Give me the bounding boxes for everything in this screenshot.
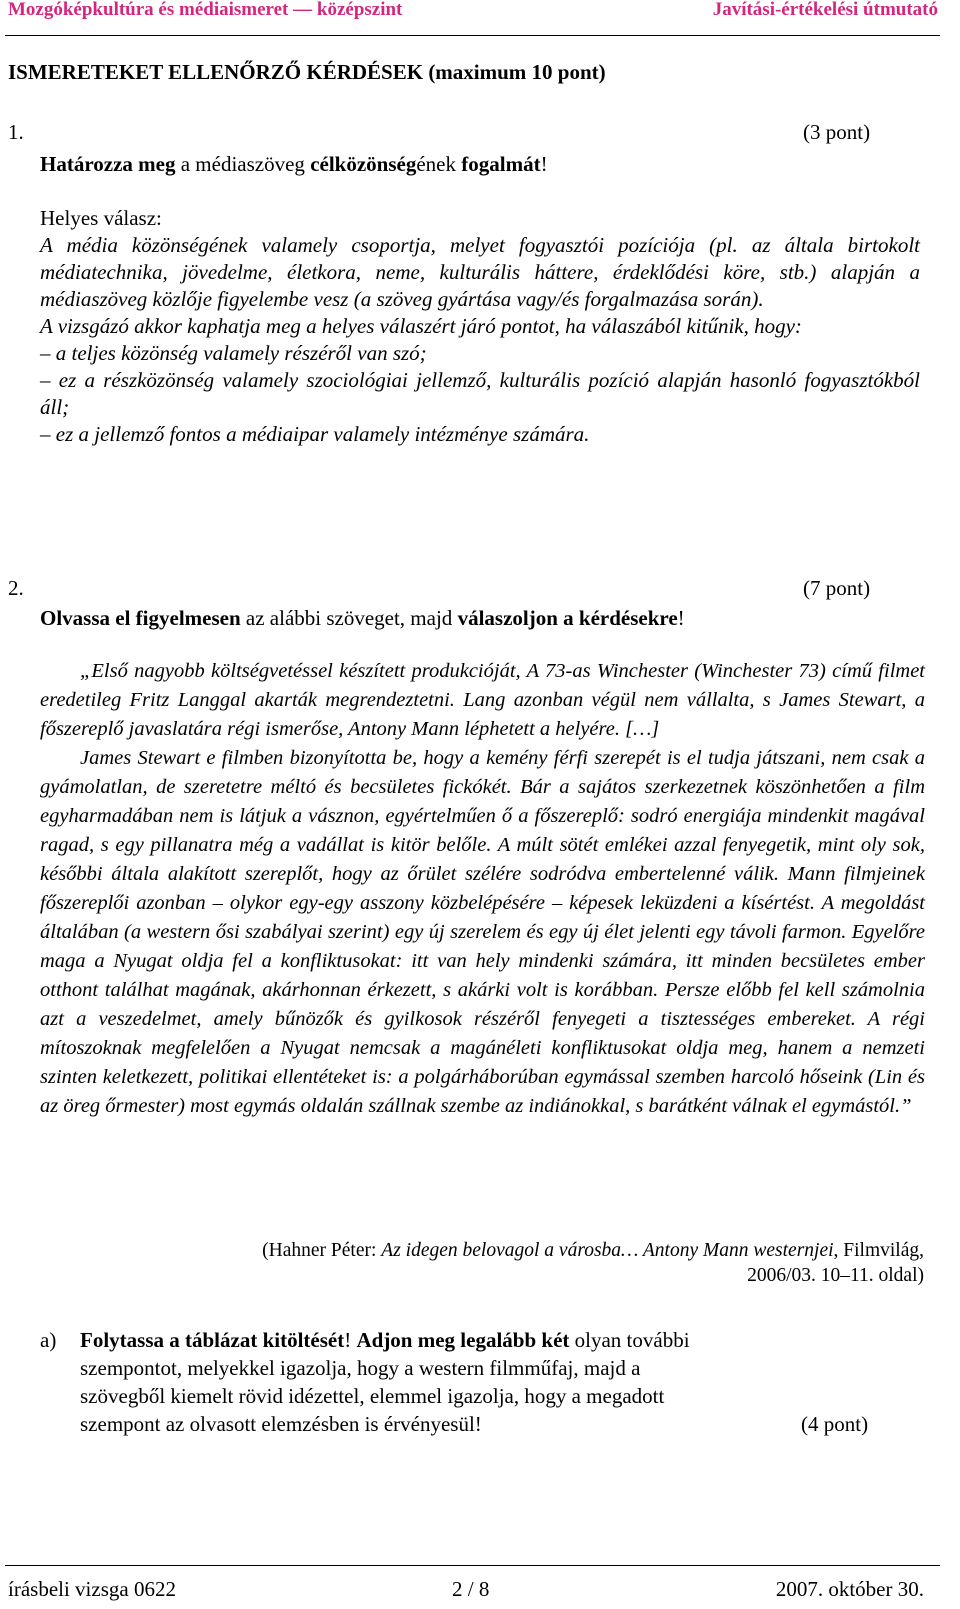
q1-task-text-3: ! [540, 152, 548, 176]
q2-points: (7 pont) [803, 576, 871, 600]
q2-source-line-1 [262, 1238, 924, 1263]
q1-answer-block [40, 205, 920, 448]
q1-criteria-intro: A vizsgázó akkor kaphatja meg a helyes válaszért járó pontot, ha válaszából kitűnik, hogy: [40, 314, 802, 338]
q1-task [40, 149, 548, 179]
q2-subtask-a-line-1 [80, 1326, 690, 1354]
q2-source [262, 1238, 924, 1288]
footer-page-number: 2 / 8 [452, 1577, 490, 1601]
q2-subtask-a-line-3: szövegből kiemelt rövid idézettel, elemmel igazolja, hogy a megadott [80, 1384, 665, 1408]
q2-task [40, 603, 685, 633]
q2-subtask-a-points: (4 pont) [801, 1412, 869, 1436]
q1-answer-text: A média közönségének valamely csoportja, melyet fogyasztói pozíciója (pl. az általa birtokolt médiatechnika, jövedelme, életkora, neme, kulturális háttere, érdeklődési köre, stb.) alapján a médiaszöveg közlője figyelembe vesz (a szöveg gyártása vagy/és forgalmazása során). [40, 233, 920, 311]
q1-criterion-1: – a teljes közönség valamely részéről van szó; [40, 341, 427, 365]
header-doc-type: Javítási-értékelési útmutató [712, 0, 938, 20]
header-rule [5, 35, 940, 36]
q1-task-bold-3: fogalmát [461, 152, 541, 176]
q2-subtask-a-line-4: szempont az olvasott elemzésben is érvényesül! [80, 1412, 482, 1436]
q2-source-line-2: 2006/03. 10–11. oldal) [747, 1265, 924, 1286]
q2-quote-paragraph-1: „Első nagyobb költségvetéssel készített produkcióját, A 73-as Winchester (Winchester 73) című filmet eredetileg Fritz Langgal akarták megrendeztetni. Lang azonban végül nem vállalta, s James Stewart, a főszereplő javaslatára régi ismerőse, Antony Mann léphetett a helyére. […] [40, 660, 925, 740]
q1-number: 1. [8, 120, 24, 144]
q2-subtask-a-line-2: szempontot, melyekkel igazolja, hogy a western filmműfaj, majd a [80, 1356, 641, 1380]
q1-task-text-1: a médiaszöveg [175, 152, 311, 176]
section-title: ISMERETEKET ELLENŐRZŐ KÉRDÉSEK (maximum 10 pont) [8, 60, 606, 84]
q2-task-text-1: az alábbi szöveget, majd [240, 606, 458, 630]
q1-task-bold-1: Határozza meg [40, 152, 176, 176]
footer-date: 2007. október 30. [775, 1577, 924, 1601]
q2-number: 2. [8, 576, 24, 600]
q2-source-journal: , Filmvilág, [833, 1240, 924, 1261]
q2-quote [40, 657, 925, 1121]
q2-source-author: (Hahner Péter: [262, 1240, 382, 1261]
q2-subtask-a-bold-1: Folytassa a táblázat kitöltését [80, 1328, 345, 1352]
q2-task-bold-1: Olvassa el figyelmesen [40, 606, 241, 630]
q1-criterion-3: – ez a jellemző fontos a médiaipar valamely intézménye számára. [40, 422, 590, 446]
q2-subtask-a-label: a) [40, 1328, 57, 1352]
q2-subtask-a-bold-2: Adjon meg legalább két [356, 1328, 570, 1352]
q1-criterion-2: – ez a részközönség valamely szociológiai jellemző, kulturális pozíció alapján hasonló fogyasztókból áll; [40, 368, 920, 419]
q2-source-title: Az idegen belovagol a városba… Antony Mann westernjei [381, 1240, 834, 1261]
page-header [0, 0, 960, 50]
q1-points: (3 pont) [803, 120, 871, 144]
q2-task-text-2: ! [677, 606, 685, 630]
q1-answer-label: Helyes válasz: [40, 206, 162, 230]
q2-subtask-a-text-1: ! [344, 1328, 357, 1352]
q1-task-text-2: ének [416, 152, 462, 176]
footer-rule [5, 1565, 940, 1566]
q1-task-bold-2: célközönség [310, 152, 417, 176]
q2-quote-paragraph-2: James Stewart e filmben bizonyította be, hogy a kemény férfi szerepét is el tudja játszani, nem csak a gyámolatlan, de szeretetre méltó és becsületes fickókét. Bár a sajátos szerkezetnek köszönhetően a film egyharmadában nem is látjuk a vásznon, egyértelműen ő a főszereplő: sodró energiája mindenkit magával ragad, s egy pillanatra még a vadállat is kitör belőle. A múlt sötét emlékei azzal fenyegetik, mint oly sok, későbbi általa alakított szereplőt, hogy az őrület szélére sodródva embertelenné válik. Mann filmjeinek főszereplői azonban – olykor egy-egy asszony közbelépésére – képesek leküzdeni a kísértést. A megoldást általában (a western ősi szabályai szerint) egy új szerelem és egy új élet jelenti egy távoli farmon. Egyelőre maga a Nyugat oldja fel a konfliktusokat: itt van hely mindenki számára, itt minden becsületes ember otthont találhat magának, akárhonnan érkezett, s akárki volt is korábban. Persze előbb fel kell számolnia azt a veszedelmet, amely bűnözők és gyilkosok részéről fenyegeti a tisztességes embereket. A régi mítoszoknak megfelelően a Nyugat nemcsak a magánéleti konfliktusokat oldja meg, hanem a nemzeti szinten keletkezett, politikai ellentéteket is: a polgárháborúban egymással szemben harcoló hőseink (Lin és az öreg őrmester) most egymás oldalán szállnak szembe az indiánokkal, s barátként válnak el egymástól.” [40, 747, 925, 1117]
q2-subtask-a [40, 1326, 690, 1438]
q2-subtask-a-text-2: olyan további [569, 1328, 690, 1352]
header-subject: Mozgóképkultúra és médiaismeret — középszint [8, 0, 403, 20]
footer-exam-code: írásbeli vizsga 0622 [8, 1577, 176, 1601]
q2-task-bold-2: válaszoljon a kérdésekre [457, 606, 678, 630]
